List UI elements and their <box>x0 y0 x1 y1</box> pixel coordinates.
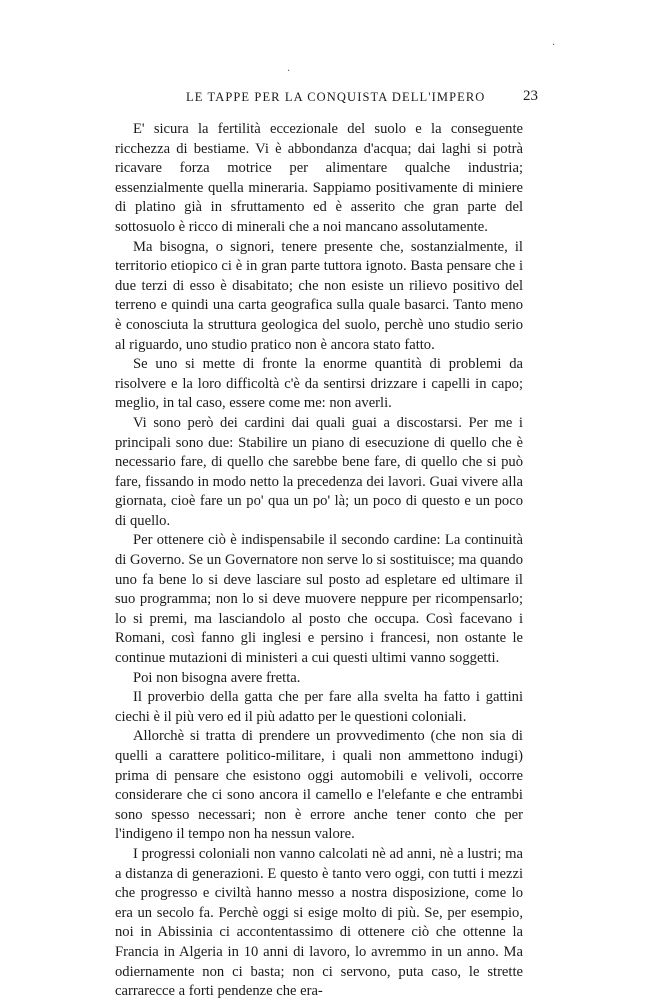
paragraph: Vi sono però dei cardini dai quali guai a discostarsi. Per me i principali sono due: Stabilire un piano di esecuzione di quello che è necessario fare, di quello che sarebbe bene fare, di quello che si può fare, fissando in modo netto la precedenza dei lavori. Guai vivere alla giornata, cioè fare un po' qua un po' là; un poco di questo e un poco di quello. <box>115 414 523 529</box>
paragraph: E' sicura la fertilità eccezionale del suolo e la conseguente ricchezza di bestiame. Vi è abbondanza d'acqua; dai laghi si potrà ricavare forza motrice per alimentare qualche industria; essenzialmente quella mineraria. Sappiamo positivamente di miniere di platino già in sfruttamento ed è asserito che gran parte del sottosuolo è ricco di minerali che a noi mancano assolutamente. <box>115 121 523 235</box>
paragraph: Ma bisogna, o signori, tenere presente che, sostanzialmente, il territorio etiopico ci è in gran parte tuttora ignoto. Basta pensare che i due terzi di esso è disabitato; che non esiste un rilievo positivo del terreno e quindi una carta geografica sulla quale basarci. Tanto meno è conosciuta la struttura geologica del suolo, perchè uno studio serio al riguardo, uno studio pratico non è ancora stato fatto. <box>115 238 523 353</box>
paragraph: Il proverbio della gatta che per fare alla svelta ha fatto i gattini ciechi è il più vero ed il più adatto per le questioni coloniali. <box>115 689 523 725</box>
paragraph: Per ottenere ciò è indispensabile il secondo cardine: La continuità di Governo. Se un Governatore non serve lo si sostituisce; ma quando uno fa bene lo si deve lasciare sul posto ad espletare ed ultimare il suo programma; non lo si deve muovere neppure per ricompensarlo; lo si premi, ma lasciandolo al posto che occupa. Così facevano i Romani, così fanno gli inglesi e persino i francesi, non ostante le continue mutazioni di ministeri a cui questi ultimi vanno soggetti. <box>115 532 523 667</box>
top-mark: · <box>287 66 291 77</box>
running-title: LE TAPPE PER LA CONQUISTA DELL'IMPERO <box>186 90 486 104</box>
body-text <box>115 120 523 1002</box>
page-number: 23 <box>523 88 538 104</box>
paragraph: Allorchè si tratta di prendere un provvedimento (che non sia di quelli a carattere politico-militare, i quali non ammettono indugi) prima di pensare che esistono oggi automobili e velivoli, occorre considerare che ci sono ancora il camello e l'elefante e che entrambi sono spesso necessari; non è errore anche tener conto che per l'indigeno il tempo non ha nessun valore. <box>115 728 523 843</box>
corner-mark: · <box>552 40 556 51</box>
paragraph: I progressi coloniali non vanno calcolati nè ad anni, nè a lustri; ma a distanza di generazioni. E questo è tanto vero oggi, con tutti i mezzi che progresso e civiltà hanno messo a nostra disposizione, come lo era un secolo fa. Perchè oggi si esige molto di più. Se, per esempio, noi in Abissinia ci accontentassimo di ottenere ciò che ottenne la Francia in Algeria in 10 anni di lavoro, lo avremmo in un anno. Ma odiernamente non ci basta; non ci servono, puta caso, le strette carrarecce a forti pendenze che era- <box>115 845 523 1000</box>
page-header <box>114 88 538 108</box>
paragraph: Se uno si mette di fronte la enorme quantità di problemi da risolvere e la loro difficoltà c'è da sentirsi drizzare i capelli in capo; meglio, in tal caso, essere come me: non averli. <box>115 356 523 412</box>
paragraph: Poi non bisogna avere fretta. <box>133 669 301 686</box>
